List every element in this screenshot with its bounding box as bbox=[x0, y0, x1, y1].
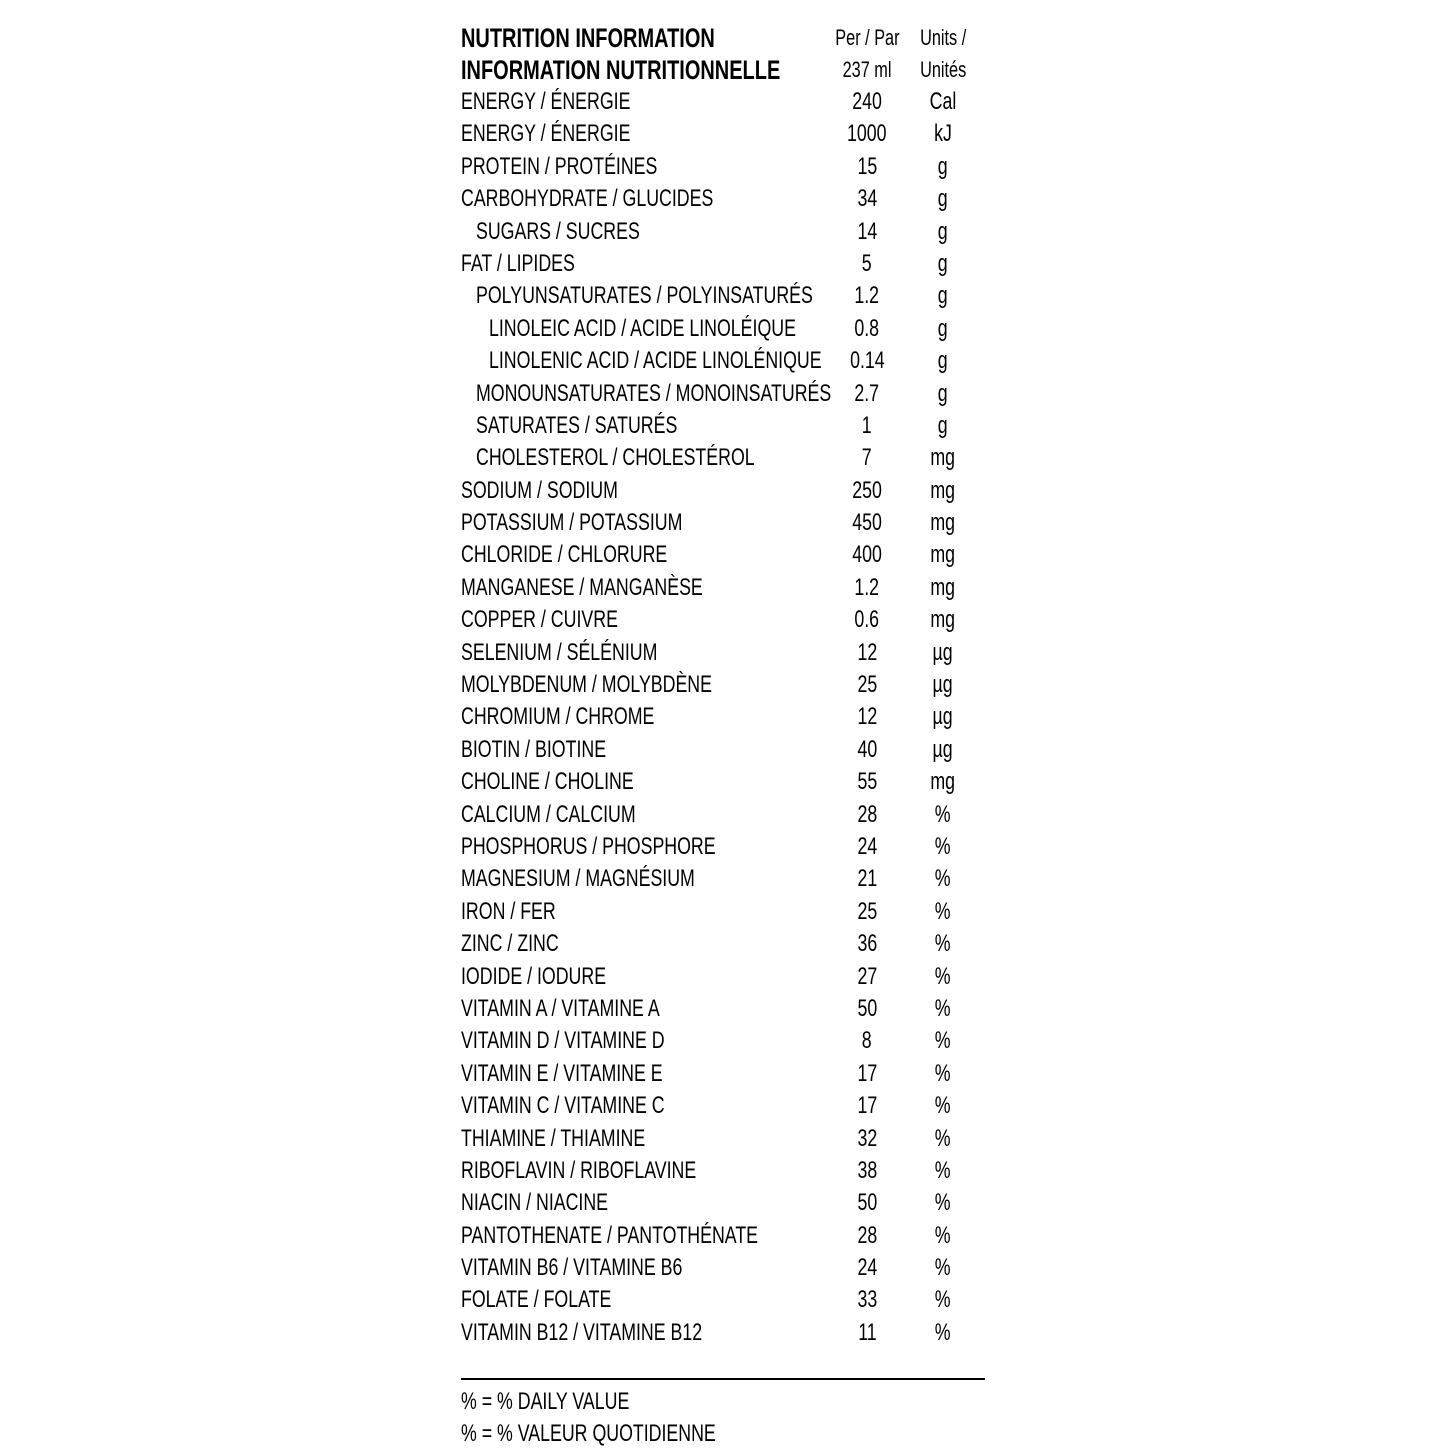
nutrient-row bbox=[461, 799, 985, 831]
nutrient-name: VITAMIN B12 / VITAMINE B12 bbox=[461, 1318, 703, 1346]
nutrient-unit: % bbox=[935, 800, 951, 828]
nutrient-name: COPPER / CUIVRE bbox=[461, 606, 618, 634]
nutrient-name: SATURATES / SATURÉS bbox=[476, 411, 678, 439]
nutrient-unit: g bbox=[938, 411, 948, 439]
nutrient-value: 34 bbox=[857, 185, 877, 213]
nutrient-row bbox=[461, 151, 985, 183]
nutrient-unit: g bbox=[938, 282, 948, 310]
per-header-line2: 237 ml bbox=[842, 57, 892, 82]
nutrient-unit: kJ bbox=[934, 120, 952, 148]
nutrient-name: BIOTIN / BIOTINE bbox=[461, 735, 607, 763]
nutrient-value: 0.14 bbox=[849, 347, 885, 375]
nutrient-unit: % bbox=[935, 1059, 951, 1087]
nutrient-row bbox=[461, 1187, 985, 1219]
nutrient-unit: % bbox=[935, 1221, 951, 1249]
nutrient-unit: % bbox=[935, 1286, 951, 1314]
nutrient-name: CHROMIUM / CHROME bbox=[461, 703, 655, 731]
nutrient-name: VITAMIN C / VITAMINE C bbox=[461, 1092, 665, 1120]
nutrient-row bbox=[461, 604, 985, 636]
nutrient-value: 5 bbox=[862, 249, 872, 277]
nutrient-value: 40 bbox=[857, 735, 877, 763]
nutrient-value: 50 bbox=[857, 1189, 877, 1217]
nutrient-value: 400 bbox=[852, 541, 882, 569]
nutrient-unit: % bbox=[935, 897, 951, 925]
nutrient-name: MANGANESE / MANGANÈSE bbox=[461, 573, 703, 601]
nutrition-panel bbox=[461, 22, 985, 1349]
nutrient-unit: mg bbox=[930, 541, 956, 569]
nutrient-value: 25 bbox=[857, 671, 877, 699]
nutrient-unit: % bbox=[935, 832, 951, 860]
nutrient-unit: g bbox=[938, 217, 948, 245]
nutrient-name: MONOUNSATURATES / MONOINSATURÉS bbox=[476, 379, 832, 407]
nutrient-row bbox=[461, 896, 985, 928]
nutrient-row bbox=[461, 928, 985, 960]
nutrient-value: 0.6 bbox=[854, 606, 880, 634]
nutrient-value: 50 bbox=[857, 994, 877, 1022]
nutrient-value: 0.8 bbox=[854, 314, 880, 342]
nutrient-name: FAT / LIPIDES bbox=[461, 249, 575, 277]
nutrient-unit: g bbox=[938, 347, 948, 375]
units-header-line2: Unités bbox=[919, 57, 967, 82]
nutrient-name: CHOLESTEROL / CHOLESTÉROL bbox=[476, 444, 755, 472]
nutrient-name: POTASSIUM / POTASSIUM bbox=[461, 509, 683, 537]
nutrient-unit: g bbox=[938, 152, 948, 180]
nutrient-value: 17 bbox=[857, 1092, 877, 1120]
nutrient-name: LINOLENIC ACID / ACIDE LINOLÉNIQUE bbox=[489, 347, 822, 375]
nutrient-value: 8 bbox=[862, 1027, 872, 1055]
nutrient-name: THIAMINE / THIAMINE bbox=[461, 1124, 646, 1152]
nutrient-value: 2.7 bbox=[854, 379, 880, 407]
nutrient-row bbox=[461, 1058, 985, 1090]
nutrient-unit: mg bbox=[930, 444, 956, 472]
nutrient-value: 12 bbox=[857, 703, 877, 731]
nutrient-value: 28 bbox=[857, 1221, 877, 1249]
nutrient-row bbox=[461, 1317, 985, 1349]
nutrient-unit: % bbox=[935, 962, 951, 990]
nutrient-value: 1.2 bbox=[854, 573, 880, 601]
nutrient-value: 24 bbox=[857, 832, 877, 860]
nutrient-row bbox=[461, 507, 985, 539]
title-english: NUTRITION INFORMATION bbox=[461, 23, 715, 53]
nutrient-name: CHLORIDE / CHLORURE bbox=[461, 541, 668, 569]
nutrient-name: POLYUNSATURATES / POLYINSATURÉS bbox=[476, 282, 813, 310]
nutrient-row bbox=[461, 637, 985, 669]
nutrient-unit: mg bbox=[930, 573, 956, 601]
nutrient-value: 15 bbox=[857, 152, 877, 180]
nutrient-rows bbox=[461, 86, 985, 1349]
nutrient-row bbox=[461, 831, 985, 863]
nutrient-value: 36 bbox=[857, 930, 877, 958]
nutrient-unit: mg bbox=[930, 606, 956, 634]
nutrient-name: VITAMIN A / VITAMINE A bbox=[461, 994, 660, 1022]
nutrient-row bbox=[461, 410, 985, 442]
nutrient-row bbox=[461, 345, 985, 377]
nutrient-unit: g bbox=[938, 314, 948, 342]
nutrient-value: 38 bbox=[857, 1156, 877, 1184]
nutrient-name: VITAMIN D / VITAMINE D bbox=[461, 1027, 665, 1055]
nutrient-unit: % bbox=[935, 1254, 951, 1282]
title-french: INFORMATION NUTRITIONNELLE bbox=[461, 55, 781, 85]
nutrient-unit: % bbox=[935, 1092, 951, 1120]
nutrient-row bbox=[461, 1123, 985, 1155]
nutrient-name: PROTEIN / PROTÉINES bbox=[461, 152, 658, 180]
nutrient-row bbox=[461, 86, 985, 118]
nutrient-value: 7 bbox=[862, 444, 872, 472]
nutrient-row bbox=[461, 1284, 985, 1316]
nutrient-value: 55 bbox=[857, 768, 877, 796]
nutrient-value: 17 bbox=[857, 1059, 877, 1087]
nutrient-value: 28 bbox=[857, 800, 877, 828]
nutrient-row bbox=[461, 280, 985, 312]
nutrient-row bbox=[461, 118, 985, 150]
nutrient-unit: Cal bbox=[929, 88, 957, 115]
nutrition-header bbox=[461, 22, 985, 86]
nutrient-unit: % bbox=[935, 930, 951, 958]
nutrient-row bbox=[461, 378, 985, 410]
nutrient-row bbox=[461, 734, 985, 766]
nutrient-name: MOLYBDENUM / MOLYBDÈNE bbox=[461, 671, 712, 699]
nutrient-unit: µg bbox=[932, 638, 954, 666]
nutrient-row bbox=[461, 1025, 985, 1057]
nutrient-name: PANTOTHENATE / PANTOTHÉNATE bbox=[461, 1221, 759, 1249]
nutrient-row bbox=[461, 701, 985, 733]
nutrient-unit: % bbox=[935, 865, 951, 893]
units-header-line1: Units / bbox=[919, 25, 967, 50]
nutrient-row bbox=[461, 961, 985, 993]
nutrient-unit: mg bbox=[930, 768, 956, 796]
nutrient-unit: % bbox=[935, 994, 951, 1022]
nutrient-name: SODIUM / SODIUM bbox=[461, 476, 618, 504]
nutrient-value: 1.2 bbox=[854, 282, 880, 310]
nutrient-unit: µg bbox=[932, 703, 954, 731]
nutrient-value: 250 bbox=[852, 476, 882, 504]
nutrient-unit: % bbox=[935, 1156, 951, 1184]
nutrient-row bbox=[461, 1252, 985, 1284]
nutrient-row bbox=[461, 475, 985, 507]
nutrient-name: SELENIUM / SÉLÉNIUM bbox=[461, 638, 658, 666]
nutrient-name: CARBOHYDRATE / GLUCIDES bbox=[461, 185, 714, 213]
nutrient-unit: % bbox=[935, 1124, 951, 1152]
nutrient-name: IODIDE / IODURE bbox=[461, 962, 607, 990]
nutrient-value: 24 bbox=[857, 1254, 877, 1282]
nutrient-unit: mg bbox=[930, 509, 956, 537]
nutrient-unit: % bbox=[935, 1189, 951, 1217]
footnote-divider bbox=[461, 1378, 985, 1380]
nutrient-name: ZINC / ZINC bbox=[461, 930, 559, 958]
nutrient-name: NIACIN / NIACINE bbox=[461, 1189, 609, 1217]
nutrient-unit: µg bbox=[932, 671, 954, 699]
nutrient-row bbox=[461, 313, 985, 345]
nutrient-value: 240 bbox=[852, 88, 882, 115]
nutrient-row bbox=[461, 669, 985, 701]
nutrient-name: VITAMIN E / VITAMINE E bbox=[461, 1059, 663, 1087]
nutrient-row bbox=[461, 248, 985, 280]
nutrient-value: 1000 bbox=[847, 120, 887, 148]
nutrient-name: PHOSPHORUS / PHOSPHORE bbox=[461, 832, 716, 860]
nutrient-row bbox=[461, 216, 985, 248]
nutrient-row bbox=[461, 539, 985, 571]
nutrient-unit: g bbox=[938, 249, 948, 277]
footnote-daily-value-en: % = % DAILY VALUE bbox=[461, 1388, 630, 1415]
nutrient-row bbox=[461, 1220, 985, 1252]
nutrient-row bbox=[461, 863, 985, 895]
nutrient-value: 32 bbox=[857, 1124, 877, 1152]
nutrient-unit: g bbox=[938, 185, 948, 213]
nutrient-value: 450 bbox=[852, 509, 882, 537]
nutrient-value: 21 bbox=[857, 865, 877, 893]
nutrient-value: 33 bbox=[857, 1286, 877, 1314]
nutrient-row bbox=[461, 1155, 985, 1187]
nutrient-row bbox=[461, 1090, 985, 1122]
nutrient-unit: mg bbox=[930, 476, 956, 504]
nutrient-unit: % bbox=[935, 1027, 951, 1055]
nutrient-unit: µg bbox=[932, 735, 954, 763]
nutrient-name: RIBOFLAVIN / RIBOFLAVINE bbox=[461, 1156, 697, 1184]
nutrient-value: 25 bbox=[857, 897, 877, 925]
nutrient-value: 14 bbox=[857, 217, 877, 245]
nutrient-row bbox=[461, 442, 985, 474]
nutrient-row bbox=[461, 572, 985, 604]
footnote-daily-value-fr: % = % VALEUR QUOTIDIENNE bbox=[461, 1420, 716, 1447]
nutrient-value: 12 bbox=[857, 638, 877, 666]
per-header-line1: Per / Par bbox=[834, 25, 900, 50]
nutrient-name: VITAMIN B6 / VITAMINE B6 bbox=[461, 1254, 683, 1282]
nutrient-name: CHOLINE / CHOLINE bbox=[461, 768, 634, 796]
nutrient-row bbox=[461, 766, 985, 798]
nutrient-name: MAGNESIUM / MAGNÉSIUM bbox=[461, 865, 695, 893]
nutrient-value: 1 bbox=[862, 411, 872, 439]
nutrient-unit: g bbox=[938, 379, 948, 407]
nutrient-name: CALCIUM / CALCIUM bbox=[461, 800, 636, 828]
nutrient-name: LINOLEIC ACID / ACIDE LINOLÉIQUE bbox=[489, 314, 796, 342]
nutrient-row bbox=[461, 183, 985, 215]
nutrient-name: FOLATE / FOLATE bbox=[461, 1286, 612, 1314]
nutrient-name: IRON / FER bbox=[461, 897, 556, 925]
nutrient-value: 27 bbox=[857, 962, 877, 990]
nutrient-name: SUGARS / SUCRES bbox=[476, 217, 640, 245]
nutrient-value: 11 bbox=[857, 1318, 877, 1346]
nutrient-name: ENERGY / ÉNERGIE bbox=[461, 120, 631, 148]
nutrient-row bbox=[461, 993, 985, 1025]
nutrient-unit: % bbox=[935, 1318, 951, 1346]
nutrient-name: ENERGY / ÉNERGIE bbox=[461, 88, 631, 115]
